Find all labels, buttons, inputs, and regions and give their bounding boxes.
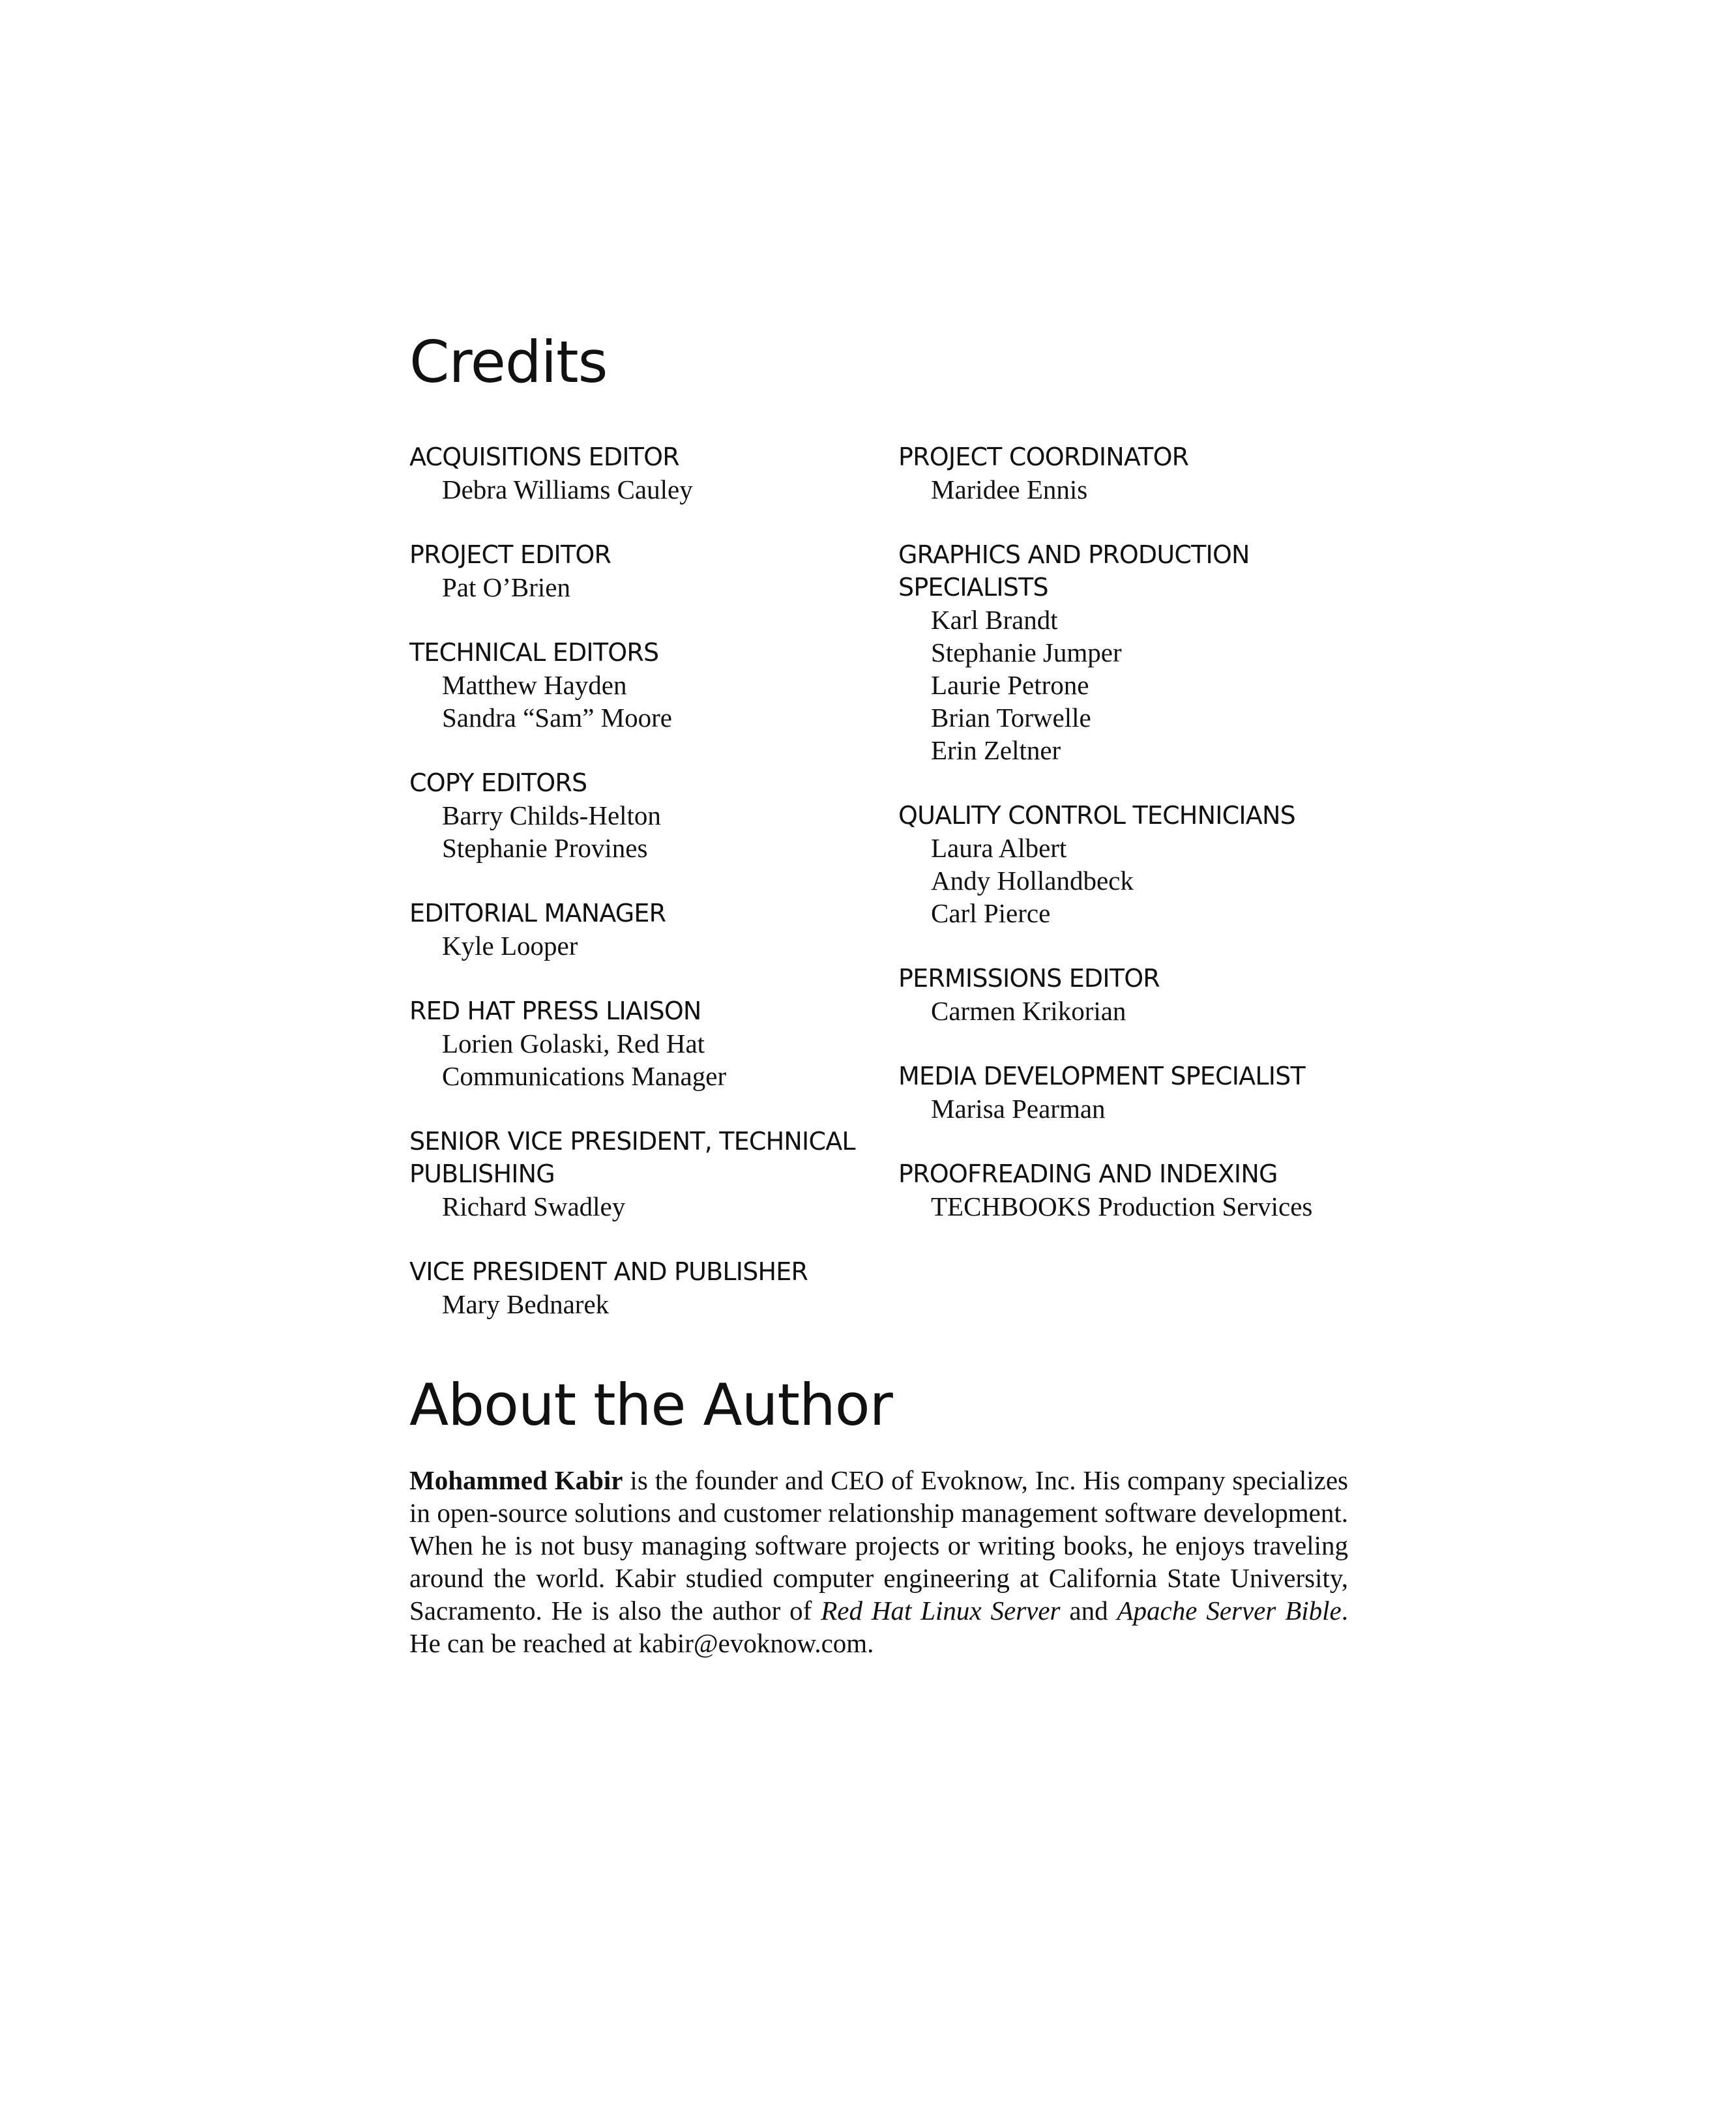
credit-person: Maridee Ennis [931, 474, 1088, 504]
credits-heading: Credits [409, 328, 608, 396]
credit-person: Marisa Pearman [931, 1094, 1106, 1124]
credit-person: Matthew Hayden [442, 670, 627, 700]
credit-group [409, 995, 866, 1092]
bio-text-2: and [1060, 1596, 1117, 1626]
credit-person: Laurie Petrone [931, 670, 1089, 700]
credit-role: ACQUISITIONS EDITOR [409, 443, 679, 471]
credit-role: TECHNICAL EDITORS [409, 638, 659, 667]
credit-person: Carmen Krikorian [931, 996, 1126, 1026]
credits-left-column [409, 441, 866, 1353]
credit-person: Stephanie Jumper [931, 637, 1122, 667]
credit-role: PROJECT EDITOR [409, 540, 611, 569]
credit-person: Richard Swadley [442, 1191, 626, 1221]
credit-group [898, 1158, 1394, 1223]
book-title-red-hat-linux-server: Red Hat Linux Server [821, 1596, 1061, 1626]
credit-role: SENIOR VICE PRESIDENT, TECHNICAL PUBLISHING [409, 1127, 855, 1188]
bio-text-1: is the founder and CEO of Evoknow, Inc. His company specializes in open-source solutions and customer relationship management software development. When he is not busy managing software projects or writing books, he enjoys traveling around the world. Kabir studied computer engineering at California State University, Sacramento. He is also the author of [409, 1465, 1349, 1626]
credit-person: Laura Albert [931, 833, 1067, 863]
credit-role: QUALITY CONTROL TECHNICIANS [898, 801, 1295, 830]
credit-person: TECHBOOKS Production Services [931, 1191, 1313, 1221]
credit-person: Pat O’Brien [442, 572, 570, 602]
credit-group [898, 799, 1394, 929]
credit-person: Brian Torwelle [931, 703, 1091, 733]
bio-text-3: . He can be reached at kabir@evoknow.com. [409, 1596, 1348, 1658]
credit-group [409, 1125, 866, 1223]
credit-group [409, 897, 866, 962]
credit-group [898, 441, 1394, 506]
credit-person: Debra Williams Cauley [442, 474, 693, 504]
author-bio [409, 1464, 1348, 1659]
credit-role: VICE PRESIDENT AND PUBLISHER [409, 1257, 808, 1286]
credit-group [409, 636, 866, 734]
credit-role: COPY EDITORS [409, 768, 587, 797]
credits-right-column [898, 441, 1394, 1255]
credit-person: Barry Childs-Helton [442, 800, 661, 830]
credit-person: Lorien Golaski, Red Hat [442, 1029, 705, 1058]
credit-group [409, 538, 866, 604]
credit-person: Sandra “Sam” Moore [442, 703, 672, 733]
credit-role: PERMISSIONS EDITOR [898, 964, 1160, 993]
book-title-apache-server-bible: Apache Server Bible [1117, 1596, 1342, 1626]
credit-person: Karl Brandt [931, 605, 1058, 635]
credit-group [898, 1060, 1394, 1125]
credit-role: MEDIA DEVELOPMENT SPECIALIST [898, 1062, 1305, 1090]
credit-group [409, 1255, 866, 1321]
credit-group [898, 538, 1394, 766]
credit-person: Andy Hollandbeck [931, 866, 1134, 896]
credit-role: PROJECT COORDINATOR [898, 443, 1189, 471]
credit-role: PROOFREADING AND INDEXING [898, 1160, 1278, 1188]
credit-person: Carl Pierce [931, 898, 1051, 928]
credit-person: Communications Manager [442, 1061, 727, 1091]
credit-person: Mary Bednarek [442, 1289, 610, 1319]
credit-role: EDITORIAL MANAGER [409, 899, 666, 927]
credit-group [409, 441, 866, 506]
credit-group [898, 962, 1394, 1027]
credit-person: Stephanie Provines [442, 833, 648, 863]
credit-role: RED HAT PRESS LIAISON [409, 997, 701, 1025]
author-name: Mohammed Kabir [409, 1465, 623, 1495]
credit-person: Erin Zeltner [931, 735, 1061, 765]
credit-person: Kyle Looper [442, 931, 578, 961]
credit-role: GRAPHICS AND PRODUCTION SPECIALISTS [898, 540, 1250, 602]
credit-group [409, 766, 866, 864]
about-author-heading: About the Author [409, 1371, 892, 1438]
